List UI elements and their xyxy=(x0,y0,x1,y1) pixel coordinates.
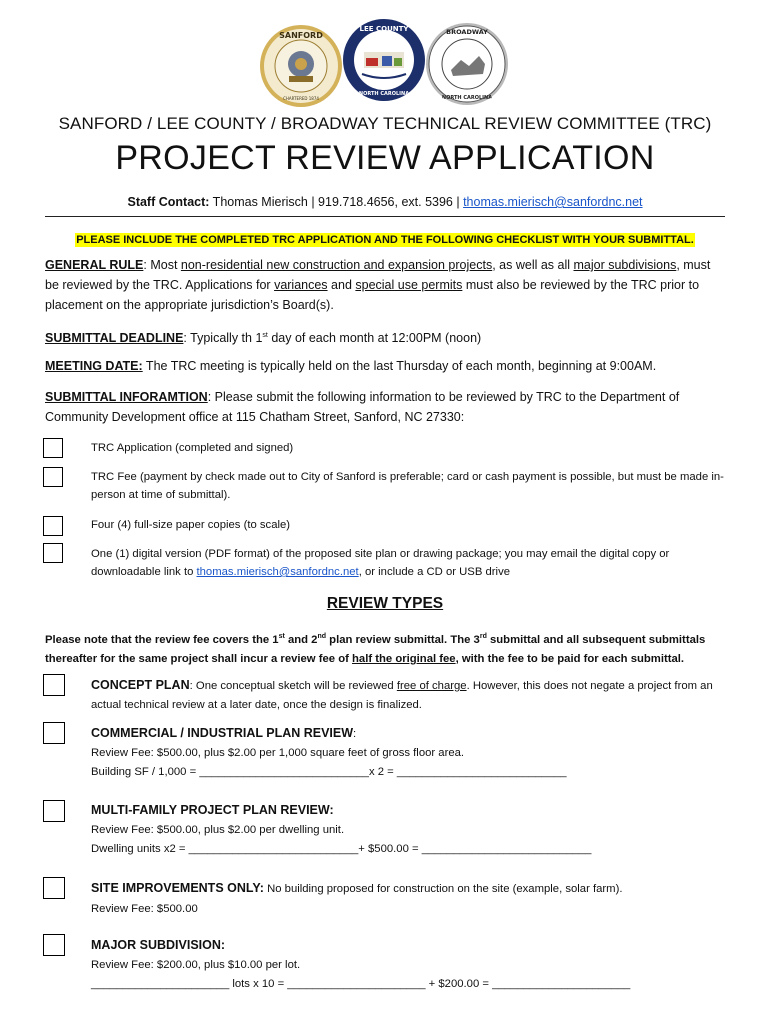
text-run: and xyxy=(327,278,356,292)
commercial-fee-text: Review Fee: $500.00, plus $2.00 per 1,000 square feet of gross floor area. xyxy=(91,747,465,759)
site-improvements-option xyxy=(91,878,727,919)
text-run: half the original fee xyxy=(352,652,456,665)
checklist-item-digital-version xyxy=(91,545,727,581)
review-fee-note xyxy=(45,627,735,669)
checklist-item-trc-application: TRC Application (completed and signed) xyxy=(91,442,294,454)
digital-copy-email-link[interactable]: thomas.mierisch@sanfordnc.net xyxy=(196,566,359,578)
text-run: free of charge xyxy=(396,680,467,692)
superscript: st xyxy=(262,332,268,339)
checkbox-site-improvements[interactable] xyxy=(43,877,65,899)
text-run: No building proposed for construction on the site (example, solar farm). xyxy=(263,883,623,895)
checkbox-digital-version[interactable] xyxy=(43,543,63,563)
text-run: The TRC meeting is typically held on the last Thursday of each month, beginning at 9:00AM. xyxy=(142,359,657,373)
text-run: must also be reviewed by the TRC prior to placement on the appropriate jurisdiction’s Board(s). xyxy=(45,278,700,312)
site-improvements-fee-text: Review Fee: $500.00 xyxy=(91,903,198,915)
checkbox-paper-copies[interactable] xyxy=(43,516,63,536)
checklist-item-trc-fee: TRC Fee (payment by check made out to City of Sanford is preferable; card or cash payment is possible, but must be made in-person at time of submittal). xyxy=(91,471,724,501)
multi-family-option xyxy=(91,801,727,859)
header-divider xyxy=(45,216,725,217)
staff-contact xyxy=(0,195,770,209)
meeting-date xyxy=(45,356,727,376)
svg-text:CHARTERED 1874: CHARTERED 1874 xyxy=(283,96,319,101)
text-run: : Typically th 1 xyxy=(183,331,263,346)
submittal-information xyxy=(45,387,727,427)
text-run: , as well as all xyxy=(492,258,574,272)
text-run: : One conceptual sketch will be reviewed xyxy=(189,680,397,692)
checkbox-multi-family[interactable] xyxy=(43,800,65,822)
text-run: , with the fee to be paid for each submittal. xyxy=(455,652,685,665)
major-subdivision-fee-text: Review Fee: $200.00, plus $10.00 per lot. xyxy=(91,959,301,971)
text-run: , must be reviewed by the TRC. Applications for xyxy=(45,258,711,292)
svg-text:LEE COUNTY: LEE COUNTY xyxy=(359,25,409,33)
text-run: One (1) digital version (PDF format) of the proposed site plan or drawing package; you may email the digital copy or downloadable link to xyxy=(91,548,670,578)
svg-text:NORTH CAROLINA: NORTH CAROLINA xyxy=(358,91,410,97)
major-subdivision-calculation-line[interactable]: ______________________ lots x 10 = ______________________ + $200.00 = ______________________ xyxy=(91,978,631,990)
submittal-deadline xyxy=(45,326,727,348)
lee-county-seal-logo xyxy=(342,18,426,102)
sanford-seal-logo xyxy=(259,24,343,108)
page-title: PROJECT REVIEW APPLICATION xyxy=(115,139,655,177)
committee-subtitle: SANFORD / LEE COUNTY / BROADWAY TECHNICAL REVIEW COMMITTEE (TRC) xyxy=(58,114,712,133)
commercial-calculation-line[interactable]: Building SF / 1,000 = ___________________________x 2 = ___________________________ xyxy=(91,766,567,778)
concept-plan-title: CONCEPT PLAN xyxy=(91,678,190,692)
checkbox-concept-plan[interactable] xyxy=(43,674,65,696)
concept-plan-option xyxy=(91,676,727,715)
submittal-information-label: SUBMITTAL INFORAMTION xyxy=(45,390,208,404)
staff-contact-label: Staff Contact: xyxy=(127,195,210,209)
text-run: submittal and all subsequent submittals thereafter for the same project shall incur a review fee of xyxy=(45,633,706,665)
text-run: . However, this does not negate a project from an actual technical review at a later date, once the design is finalized. xyxy=(91,680,713,711)
multi-family-calculation-line[interactable]: Dwelling units x2 = ___________________________+ $500.00 = ___________________________ xyxy=(91,843,592,855)
text-run: day of each month at 12:00PM (noon) xyxy=(267,331,482,346)
text-run: non-residential new construction and expansion projects xyxy=(180,258,493,272)
multi-family-title: MULTI-FAMILY PROJECT PLAN REVIEW: xyxy=(91,803,334,817)
staff-contact-details: Thomas Mierisch | 919.718.4656, ext. 5396 | xyxy=(209,195,464,209)
text-run: special use permits xyxy=(355,278,463,292)
submittal-notice xyxy=(0,230,770,248)
text-run: Please note that the review fee covers the 1 xyxy=(45,633,279,646)
checkbox-trc-fee[interactable] xyxy=(43,467,63,487)
svg-text:BROADWAY: BROADWAY xyxy=(446,28,488,36)
checkbox-trc-application[interactable] xyxy=(43,438,63,458)
site-improvements-title: SITE IMPROVEMENTS ONLY: xyxy=(91,881,264,895)
checkbox-major-subdivision[interactable] xyxy=(43,934,65,956)
review-types-heading: REVIEW TYPES xyxy=(326,595,444,612)
text-run: , or include a CD or USB drive xyxy=(358,566,510,578)
text-run: and 2 xyxy=(284,633,318,646)
svg-text:NORTH CAROLINA: NORTH CAROLINA xyxy=(441,95,493,101)
multi-family-fee-text: Review Fee: $500.00, plus $2.00 per dwelling unit. xyxy=(91,824,345,836)
text-run: plan review submittal. The 3 xyxy=(326,633,480,646)
text-run: : xyxy=(353,728,357,740)
text-run: variances xyxy=(274,278,328,292)
superscript: st xyxy=(278,633,285,640)
text-run: : Most xyxy=(143,258,181,272)
text-run: : Please submit the following information to be reviewed by TRC to the Department of Community Development office at 115 Chatham Street, Sanford, NC 27330: xyxy=(45,390,680,424)
submittal-deadline-label: SUBMITTAL DEADLINE xyxy=(45,331,184,346)
superscript: rd xyxy=(479,633,487,640)
svg-text:SANFORD: SANFORD xyxy=(279,31,323,40)
jurisdiction-seals xyxy=(0,18,770,106)
submittal-notice-text: PLEASE INCLUDE THE COMPLETED TRC APPLICATION AND THE FOLLOWING CHECKLIST WITH YOUR SUBMITTAL. xyxy=(76,234,694,246)
checklist-item-paper-copies: Four (4) full-size paper copies (to scale) xyxy=(91,519,291,531)
major-subdivision-option xyxy=(91,936,727,994)
major-subdivision-title: MAJOR SUBDIVISION: xyxy=(91,938,226,952)
commercial-industrial-title: COMMERCIAL / INDUSTRIAL PLAN REVIEW xyxy=(91,726,354,740)
staff-email-link[interactable]: thomas.mierisch@sanfordnc.net xyxy=(463,195,643,209)
text-run: major subdivisions xyxy=(573,258,677,272)
superscript: nd xyxy=(317,633,327,640)
commercial-industrial-option xyxy=(91,724,727,782)
checkbox-commercial-industrial[interactable] xyxy=(43,722,65,744)
meeting-date-label: MEETING DATE: xyxy=(45,359,143,373)
broadway-seal-logo xyxy=(425,22,509,106)
general-rule-label: GENERAL RULE xyxy=(45,258,144,272)
general-rule-paragraph xyxy=(45,255,727,315)
